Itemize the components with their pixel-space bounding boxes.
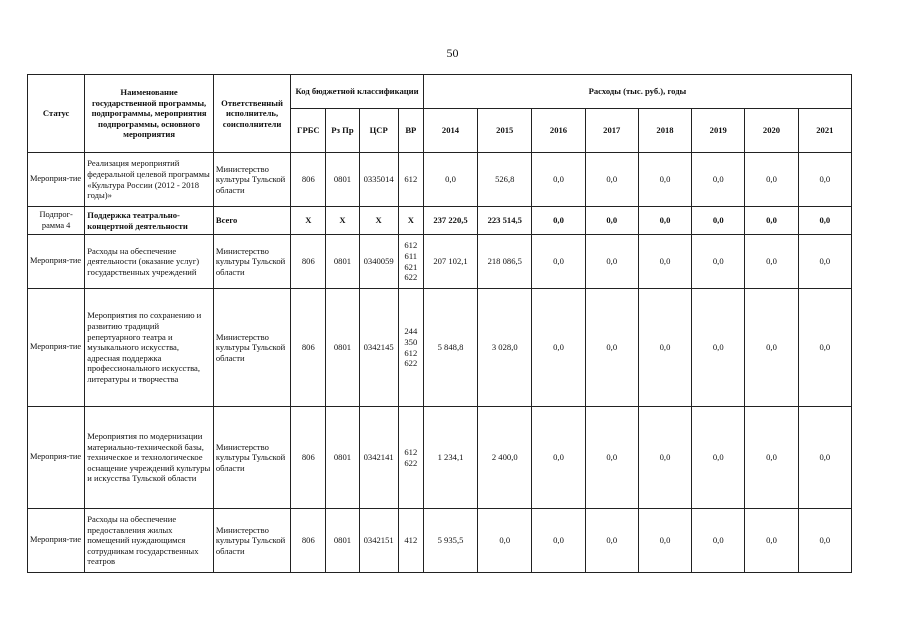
grbs-cell: 806 <box>291 153 326 207</box>
vr-code: 621 <box>404 261 418 272</box>
vr-cell <box>398 289 423 407</box>
value-cell: 0,0 <box>423 153 477 207</box>
header-year: 2020 <box>745 109 798 153</box>
value-cell: 0,0 <box>638 289 691 407</box>
table-row <box>28 407 852 509</box>
status-cell: Подпрог-рамма 4 <box>28 207 85 235</box>
vr-code: 611 <box>404 250 418 261</box>
csr-cell: 0342141 <box>359 407 398 509</box>
value-cell: 223 514,5 <box>478 207 532 235</box>
value-cell: 2 400,0 <box>478 407 532 509</box>
name-cell: Мероприятия по модернизации материально-технической базы, техническое и технологическое оснащение учреждений культуры и искусства Тульской области <box>85 407 214 509</box>
value-cell: 0,0 <box>692 235 745 289</box>
status-cell: Мероприя-тие <box>28 153 85 207</box>
rzpr-cell: 0801 <box>326 289 359 407</box>
name-cell: Мероприятия по сохранению и развитию традиций репертуарного театра и музыкального искусства, адресная поддержка профессионального искусства, литературы и творчества <box>85 289 214 407</box>
status-cell: Мероприя-тие <box>28 509 85 573</box>
name-cell: Реализация мероприятий федеральной целевой программы «Культура России (2012 - 2018 годы)» <box>85 153 214 207</box>
rzpr-cell: 0801 <box>326 509 359 573</box>
value-cell: 0,0 <box>638 235 691 289</box>
vr-code: 412 <box>404 535 418 546</box>
value-cell: 5 848,8 <box>423 289 477 407</box>
value-cell: 0,0 <box>585 207 638 235</box>
vr-code: 612 <box>404 347 418 358</box>
value-cell: 0,0 <box>692 509 745 573</box>
grbs-cell: 806 <box>291 407 326 509</box>
value-cell: 0,0 <box>692 407 745 509</box>
value-cell: 0,0 <box>745 289 798 407</box>
table-row <box>28 153 852 207</box>
header-grbs: ГРБС <box>291 109 326 153</box>
budget-table <box>27 74 852 573</box>
csr-cell: 0335014 <box>359 153 398 207</box>
value-cell: 0,0 <box>798 207 851 235</box>
vr-cell <box>398 509 423 573</box>
header-status: Статус <box>28 75 85 153</box>
value-cell: 0,0 <box>745 235 798 289</box>
value-cell: 0,0 <box>532 153 585 207</box>
name-cell: Расходы на обеспечение предоставления жилых помещений нуждающимся сотрудникам государственных театров <box>85 509 214 573</box>
value-cell: 0,0 <box>585 235 638 289</box>
header-year: 2015 <box>478 109 532 153</box>
executor-cell: Министерство культуры Тульской области <box>213 509 290 573</box>
value-cell: 0,0 <box>798 153 851 207</box>
value-cell: 0,0 <box>692 207 745 235</box>
vr-code: 350 <box>404 336 418 347</box>
value-cell: 526,8 <box>478 153 532 207</box>
header-year: 2016 <box>532 109 585 153</box>
grbs-cell: X <box>291 207 326 235</box>
vr-code: X <box>407 215 414 226</box>
status-cell: Мероприя-тие <box>28 235 85 289</box>
table-row <box>28 235 852 289</box>
value-cell: 0,0 <box>478 509 532 573</box>
value-cell: 0,0 <box>585 407 638 509</box>
value-cell: 0,0 <box>745 153 798 207</box>
value-cell: 0,0 <box>638 153 691 207</box>
value-cell: 0,0 <box>798 407 851 509</box>
value-cell: 0,0 <box>585 509 638 573</box>
table-row-subprogram <box>28 207 852 235</box>
executor-cell: Министерство культуры Тульской области <box>213 153 290 207</box>
table-header <box>28 75 852 153</box>
vr-cell <box>398 153 423 207</box>
rzpr-cell: 0801 <box>326 153 359 207</box>
rzpr-cell: 0801 <box>326 407 359 509</box>
status-cell: Мероприя-тие <box>28 289 85 407</box>
value-cell: 0,0 <box>745 509 798 573</box>
status-cell: Мероприя-тие <box>28 407 85 509</box>
grbs-cell: 806 <box>291 235 326 289</box>
header-year: 2021 <box>798 109 851 153</box>
table-row <box>28 289 852 407</box>
header-year: 2018 <box>638 109 691 153</box>
executor-cell: Министерство культуры Тульской области <box>213 407 290 509</box>
csr-cell: 0342145 <box>359 289 398 407</box>
value-cell: 0,0 <box>638 407 691 509</box>
header-year: 2019 <box>692 109 745 153</box>
value-cell: 237 220,5 <box>423 207 477 235</box>
executor-cell: Министерство культуры Тульской области <box>213 235 290 289</box>
vr-cell <box>398 235 423 289</box>
value-cell: 0,0 <box>638 207 691 235</box>
vr-code: 612 <box>404 240 418 251</box>
header-year: 2017 <box>585 109 638 153</box>
value-cell: 0,0 <box>532 509 585 573</box>
header-name: Наименование государственной программы, подпрограммы, мероприятия подпрограммы, основного мероприятия <box>85 75 214 153</box>
csr-cell: 0340059 <box>359 235 398 289</box>
grbs-cell: 806 <box>291 509 326 573</box>
header-expenses: Расходы (тыс. руб.), годы <box>423 75 851 109</box>
page-number: 50 <box>446 46 459 60</box>
value-cell: 0,0 <box>798 289 851 407</box>
value-cell: 207 102,1 <box>423 235 477 289</box>
vr-code: 244 <box>404 326 418 337</box>
rzpr-cell: 0801 <box>326 235 359 289</box>
value-cell: 0,0 <box>585 153 638 207</box>
vr-code: 612 <box>404 174 418 185</box>
vr-code: 622 <box>404 272 418 283</box>
value-cell: 0,0 <box>798 235 851 289</box>
value-cell: 3 028,0 <box>478 289 532 407</box>
value-cell: 1 234,1 <box>423 407 477 509</box>
executor-cell: Министерство культуры Тульской области <box>213 289 290 407</box>
value-cell: 0,0 <box>692 153 745 207</box>
value-cell: 0,0 <box>745 207 798 235</box>
header-csr: ЦСР <box>359 109 398 153</box>
vr-cell <box>398 207 423 235</box>
value-cell: 0,0 <box>798 509 851 573</box>
value-cell: 0,0 <box>532 207 585 235</box>
vr-code: 622 <box>404 457 418 468</box>
value-cell: 0,0 <box>692 289 745 407</box>
csr-cell: 0342151 <box>359 509 398 573</box>
value-cell: 218 086,5 <box>478 235 532 289</box>
header-vr: ВР <box>398 109 423 153</box>
value-cell: 0,0 <box>585 289 638 407</box>
name-cell: Расходы на обеспечение деятельности (оказание услуг) государственных учреждений <box>85 235 214 289</box>
value-cell: 0,0 <box>638 509 691 573</box>
header-executor: Ответственный исполнитель, соисполнители <box>213 75 290 153</box>
value-cell: 5 935,5 <box>423 509 477 573</box>
header-year: 2014 <box>423 109 477 153</box>
name-cell: Поддержка театрально-концертной деятельности <box>85 207 214 235</box>
rzpr-cell: X <box>326 207 359 235</box>
value-cell: 0,0 <box>532 407 585 509</box>
value-cell: 0,0 <box>532 235 585 289</box>
value-cell: 0,0 <box>745 407 798 509</box>
vr-code: 612 <box>404 446 418 457</box>
table-row <box>28 509 852 573</box>
csr-cell: X <box>359 207 398 235</box>
value-cell: 0,0 <box>532 289 585 407</box>
vr-cell <box>398 407 423 509</box>
executor-cell: Всего <box>213 207 290 235</box>
header-budget-code: Код бюджетной классификации <box>291 75 424 109</box>
grbs-cell: 806 <box>291 289 326 407</box>
vr-code: 622 <box>404 358 418 369</box>
header-rzpr: Рз Пр <box>326 109 359 153</box>
